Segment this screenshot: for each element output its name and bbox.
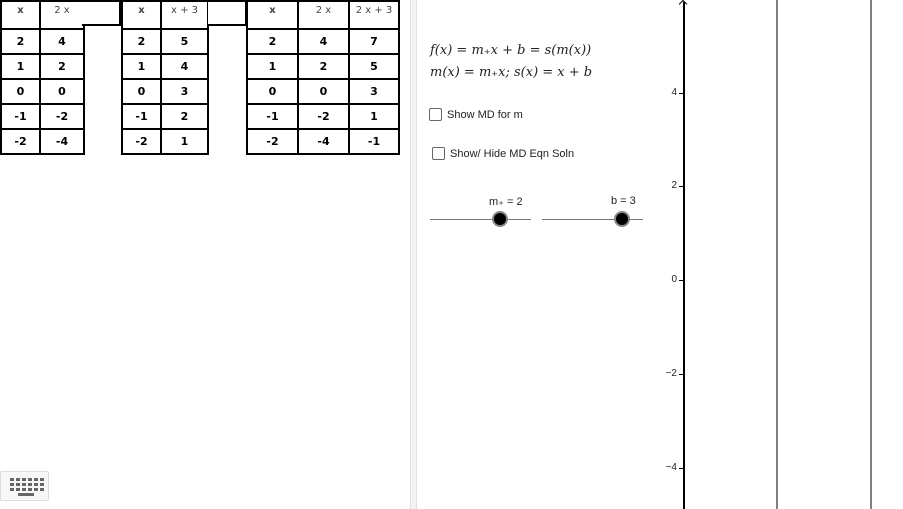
table-cell[interactable]: 2 (40, 54, 84, 79)
table-cell[interactable]: 1 (349, 104, 399, 129)
slider-b-knob[interactable] (614, 211, 630, 227)
y-axis (683, 2, 685, 509)
table-cell[interactable]: 2 (1, 29, 40, 54)
table-cell[interactable]: 0 (298, 79, 349, 104)
header-cell[interactable]: 2 x (40, 1, 84, 29)
table-cell[interactable]: 3 (161, 79, 208, 104)
table-cell[interactable]: -2 (1, 129, 40, 154)
table-cell[interactable]: -2 (247, 129, 298, 154)
table-cell[interactable]: -2 (40, 104, 84, 129)
table-cell[interactable]: 0 (247, 79, 298, 104)
table-cell[interactable]: 4 (40, 29, 84, 54)
y-tick-label: −2 (665, 368, 677, 379)
table-cell[interactable]: 2 (298, 54, 349, 79)
y-tick-label: −4 (665, 462, 677, 473)
slider-m-label: m₊ = 2 (489, 196, 523, 208)
table-cell[interactable]: -1 (247, 104, 298, 129)
table-cell[interactable]: 4 (298, 29, 349, 54)
checkbox-label: Show MD for m (447, 108, 523, 121)
header-cell[interactable]: 2 x + 3 (349, 1, 399, 29)
y-tick (679, 93, 683, 94)
view-splitter[interactable] (410, 0, 417, 509)
table-cell[interactable]: 3 (349, 79, 399, 104)
table-cell[interactable]: 5 (349, 54, 399, 79)
vertical-line[interactable] (776, 0, 778, 509)
table-cell[interactable]: 0 (40, 79, 84, 104)
empty-cell[interactable] (208, 0, 247, 26)
table-cell[interactable]: -1 (1, 104, 40, 129)
graphics-view[interactable] (417, 0, 903, 509)
table-cell[interactable]: 7 (349, 29, 399, 54)
table-cell[interactable]: 4 (161, 54, 208, 79)
y-axis-arrow-icon (679, 0, 687, 8)
y-tick-label: 2 (671, 180, 677, 191)
formula-m-s: m(x) = m₊x; s(x) = x + b (430, 65, 593, 80)
header-cell[interactable]: x (247, 1, 298, 29)
y-tick-label: 0 (671, 274, 677, 285)
checkbox-label: Show/ Hide MD Eqn Soln (450, 147, 575, 160)
checkbox-show-hide-md-eqn[interactable] (432, 147, 574, 160)
table-cell[interactable]: 2 (161, 104, 208, 129)
checkbox-box[interactable] (429, 108, 442, 121)
table-cell[interactable]: 1 (247, 54, 298, 79)
table-cell[interactable]: -2 (122, 129, 161, 154)
table-cell[interactable]: -2 (298, 104, 349, 129)
table-cell[interactable]: 1 (1, 54, 40, 79)
table-cell[interactable]: 2 (247, 29, 298, 54)
table-cell[interactable]: -4 (298, 129, 349, 154)
y-tick (679, 186, 683, 187)
header-cell[interactable]: x + 3 (161, 1, 208, 29)
table-x-plus-3 (121, 0, 209, 155)
header-cell[interactable]: 2 x (298, 1, 349, 29)
formula-f: f(x) = m₊x + b = s(m(x)) (430, 43, 592, 58)
table-cell[interactable]: 1 (161, 129, 208, 154)
table-view (0, 0, 410, 509)
header-cell[interactable]: x (1, 1, 40, 29)
table-cell[interactable]: 2 (122, 29, 161, 54)
checkbox-box[interactable] (432, 147, 445, 160)
slider-m-knob[interactable] (492, 211, 508, 227)
table-cell[interactable]: -4 (40, 129, 84, 154)
y-tick (679, 468, 683, 469)
table-cell[interactable]: 5 (161, 29, 208, 54)
table-cell[interactable]: -1 (122, 104, 161, 129)
slider-m-track[interactable] (430, 219, 531, 220)
vertical-line[interactable] (870, 0, 872, 509)
table-2x-plus-3 (246, 0, 400, 155)
header-cell[interactable]: x (122, 1, 161, 29)
slider-b-label: b = 3 (611, 195, 636, 207)
y-tick-label: 4 (671, 87, 677, 98)
table-cell[interactable]: -1 (349, 129, 399, 154)
keyboard-button[interactable] (0, 471, 49, 501)
checkbox-show-md-m[interactable] (429, 108, 523, 121)
empty-cell[interactable] (82, 0, 121, 26)
table-cell[interactable]: 0 (1, 79, 40, 104)
table-2x (0, 0, 85, 155)
table-cell[interactable]: 1 (122, 54, 161, 79)
table-cell[interactable]: 0 (122, 79, 161, 104)
y-tick (679, 280, 683, 281)
y-tick (679, 374, 683, 375)
